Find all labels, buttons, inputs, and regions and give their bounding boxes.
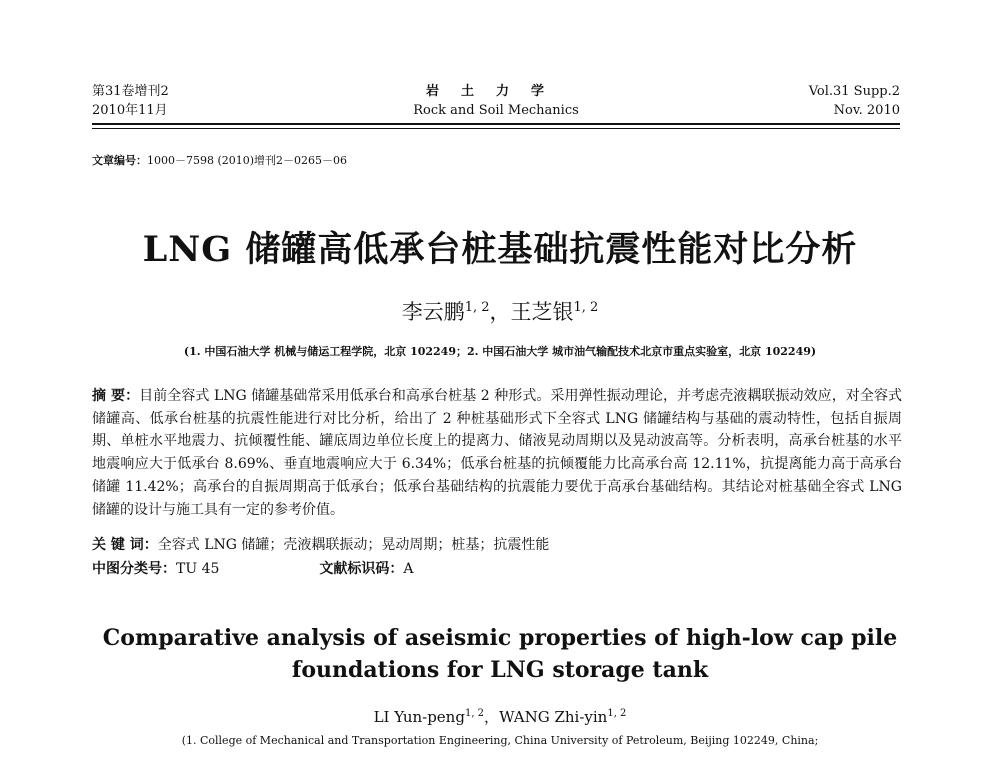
- abstract-cn: [92, 385, 902, 521]
- affiliation-cn: (1. 中国石油大学 机械与储运工程学院，北京 102249；2. 中国石油大学 城市油气输配技术北京市重点实验室，北京 102249): [183, 345, 817, 358]
- paper-title-cn: LNG 储罐高低承台桩基础抗震性能对比分析: [142, 229, 858, 270]
- journal-name-cn: 岩土力学: [425, 84, 566, 99]
- header-volume-cn: 第31卷增刊2: [92, 84, 169, 99]
- abstract-text: 目前全容式 LNG 储罐基础常采用低承台和高承台桩基 2 种形式。采用弹性振动理论，并考虑壳液耦联振动效应，对全容式储罐高、低承台桩基的抗震性能进行对比分析，给出了 2 种桩基础形式下全容式 LNG 储罐结构与基础的震动特性，包括自振周期、单桩水平地震力、抗倾覆性能、罐底周边单位长度上的提离力、储液晃动周期以及晃动波高等。分析表明，高承台桩基的水平地震响应大于低承台 8.69%、垂直地震响应大于 6.34%；低承台桩基的抗倾覆能力比高承台高 12.11%，抗提离能力高于高承台储罐 11.42%；高承台的自振周期高于低承台；低承台基础结构的抗震能力要优于高承台基础结构。其结论对桩基础全容式 LNG 储罐的设计与施工具有一定的参考价值。: [92, 388, 903, 518]
- abstract-label: 摘 要：: [92, 388, 140, 404]
- header-date-en: Nov. 2010: [833, 103, 900, 118]
- header-volume-en: Vol.31 Supp.2: [808, 84, 900, 99]
- author-separator-en: ，: [484, 708, 500, 726]
- author2-cn-affil: 1, 2: [573, 300, 599, 315]
- journal-header: [92, 82, 900, 122]
- clc-value: TU 45: [176, 561, 220, 577]
- author1-cn-affil: 1, 2: [464, 300, 490, 315]
- authors-cn: [0, 296, 1000, 326]
- author-separator-cn: ，: [489, 300, 511, 324]
- article-number: [92, 152, 347, 168]
- author2-en: WANG Zhi-yin: [499, 708, 608, 726]
- doc-code-value: A: [403, 561, 414, 577]
- keywords-text: 全容式 LNG 储罐；壳液耦联振动；晃动周期；桩基；抗震性能: [157, 537, 550, 553]
- header-rule-thick: [92, 123, 900, 125]
- author2-cn: 王芝银: [510, 300, 574, 324]
- header-rule-thin: [92, 128, 900, 129]
- header-journal-name: [92, 82, 900, 120]
- header-volume-en-info: [809, 82, 900, 120]
- classification-line: [92, 558, 414, 578]
- affiliation-en: (1. College of Mechanical and Transportation Engineering, China University of Petroleum, Beijing 102249, China;: [181, 734, 819, 747]
- paper-title-en: Comparative analysis of aseismic properties of high-low cap pile foundations for LNG storage tank: [102, 625, 898, 683]
- article-number-label: 文章编号：: [92, 154, 147, 167]
- article-number-value: 1000－7598 (2010)增刊2－0265－06: [147, 154, 348, 167]
- authors-en: [0, 706, 1000, 727]
- clc-label: 中图分类号：: [92, 561, 176, 577]
- author2-en-affil: 1, 2: [607, 708, 627, 719]
- author1-en: LI Yun-peng: [373, 708, 465, 726]
- doc-code-label: 文献标识码：: [319, 561, 404, 577]
- keywords-cn: [92, 534, 549, 554]
- header-date-cn: 2010年11月: [92, 103, 168, 118]
- journal-name-en: Rock and Soil Mechanics: [413, 103, 579, 118]
- author1-cn: 李云鹏: [401, 300, 465, 324]
- keywords-label: 关 键 词：: [92, 537, 158, 553]
- author1-en-affil: 1, 2: [464, 708, 485, 719]
